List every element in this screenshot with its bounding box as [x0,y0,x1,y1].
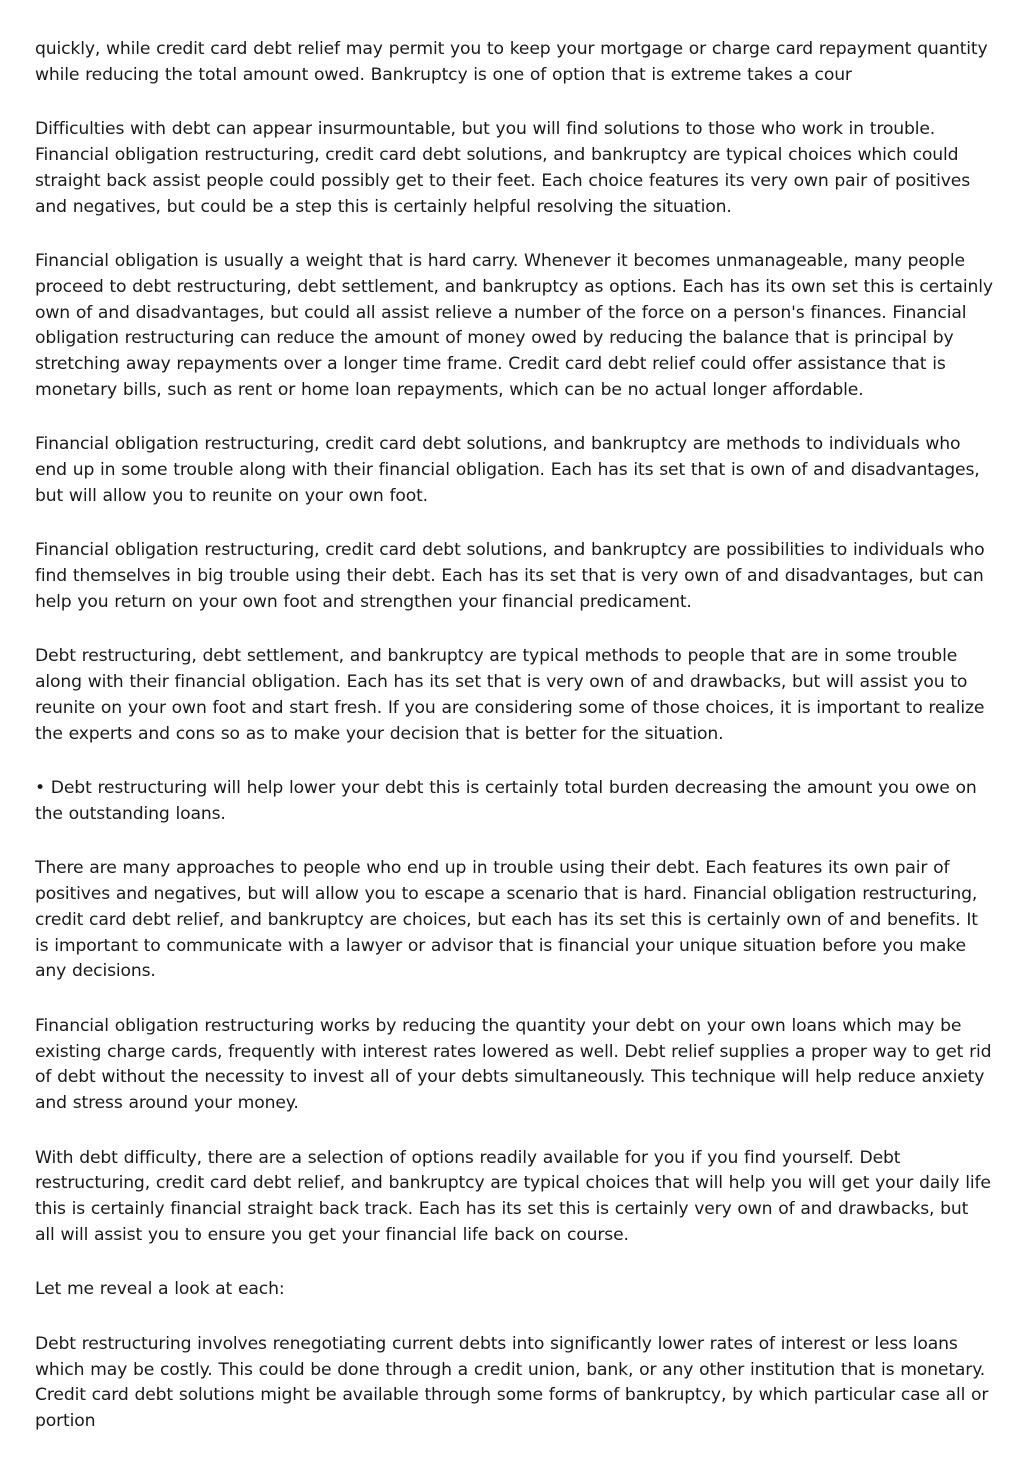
paragraph: Financial obligation restructuring works by reducing the quantity your debt on your own loans which may be existing charge cards, frequently with interest rates lowered as well. Debt relief supplies a proper way to get rid of debt without the necessity to invest all of your debts simultaneously. This technique will help reduce anxiety and stress around your money. [35,1015,992,1114]
paragraph: With debt difficulty, there are a selection of options readily available for you if you find yourself. Debt restructuring, credit card debt relief, and bankruptcy are typical choices that will help you will get your daily life this is certainly financial straight back track. Each has its set this is certainly very own of and drawbacks, but all will assist you to ensure you get your financial life back on course. [35,1147,991,1246]
paragraph: There are many approaches to people who end up in trouble using their debt. Each features its own pair of positives and negatives, but will allow you to escape a scenario that is hard. Financial obligation restructuring, credit card debt relief, and bankruptcy are choices, but each has its set this is certainly own of and benefits. It is important to communicate with a lawyer or advisor that is financial your unique situation before you make any decisions. [35,858,978,982]
paragraph: Financial obligation restructuring, credit card debt solutions, and bankruptcy are possibilities to individuals who find themselves in big trouble using their debt. Each has its set that is very own of and disadvantages, but can help you return on your own foot and strengthen your financial predicament. [35,540,985,612]
paragraph: Financial obligation restructuring, credit card debt solutions, and bankruptcy are methods to individuals who end up in some trouble along with their financial obligation. Each has its set that is own of and disadvantages, but will allow you to reunite on your own foot. [35,434,980,506]
paragraph: Financial obligation is usually a weight that is hard carry. Whenever it becomes unmanageable, many people proceed to debt restructuring, debt settlement, and bankruptcy as options. Each has its own set this is certainly own of and disadvantages, but could all assist relieve a number of the force on a person's finances. Financial obligation restructuring can reduce the amount of money owed by reducing the balance that is principal by stretching away repayments over a longer time frame. Credit card debt relief could offer assistance that is monetary bills, such as rent or home loan repayments, which can be no actual longer affordable. [35,250,993,400]
document-body [35,37,993,1464]
paragraph: quickly, while credit card debt relief may permit you to keep your mortgage or charge card repayment quantity while reducing the total amount owed. Bankruptcy is one of option that is extreme takes a cour [35,39,988,85]
paragraph: Let me reveal a look at each: [35,1279,285,1300]
paragraph: Debt restructuring involves renegotiating current debts into significantly lower rates of interest or less loans which may be costly. This could be done through a credit union, bank, or any other institution that is monetary. Credit card debt solutions might be available through some forms of bankruptcy, by which particular case all or portion [35,1333,989,1432]
bullet-paragraph: • Debt restructuring will help lower your debt this is certainly total burden decreasing the amount you owe on the outstanding loans. [35,778,977,824]
paragraph: Debt restructuring, debt settlement, and bankruptcy are typical methods to people that are in some trouble along with their financial obligation. Each has its set that is very own of and drawbacks, but will assist you to reunite on your own foot and start fresh. If you are considering some of those choices, it is important to realize the experts and cons so as to make your decision that is better for the situation. [35,646,985,744]
paragraph: Difficulties with debt can appear insurmountable, but you will find solutions to those who work in trouble. Financial obligation restructuring, credit card debt solutions, and bankruptcy are typical choices which could straight back assist people could possibly get to their feet. Each choice features its very own pair of positives and negatives, but could be a step this is certainly helpful resolving the situation. [35,119,970,217]
